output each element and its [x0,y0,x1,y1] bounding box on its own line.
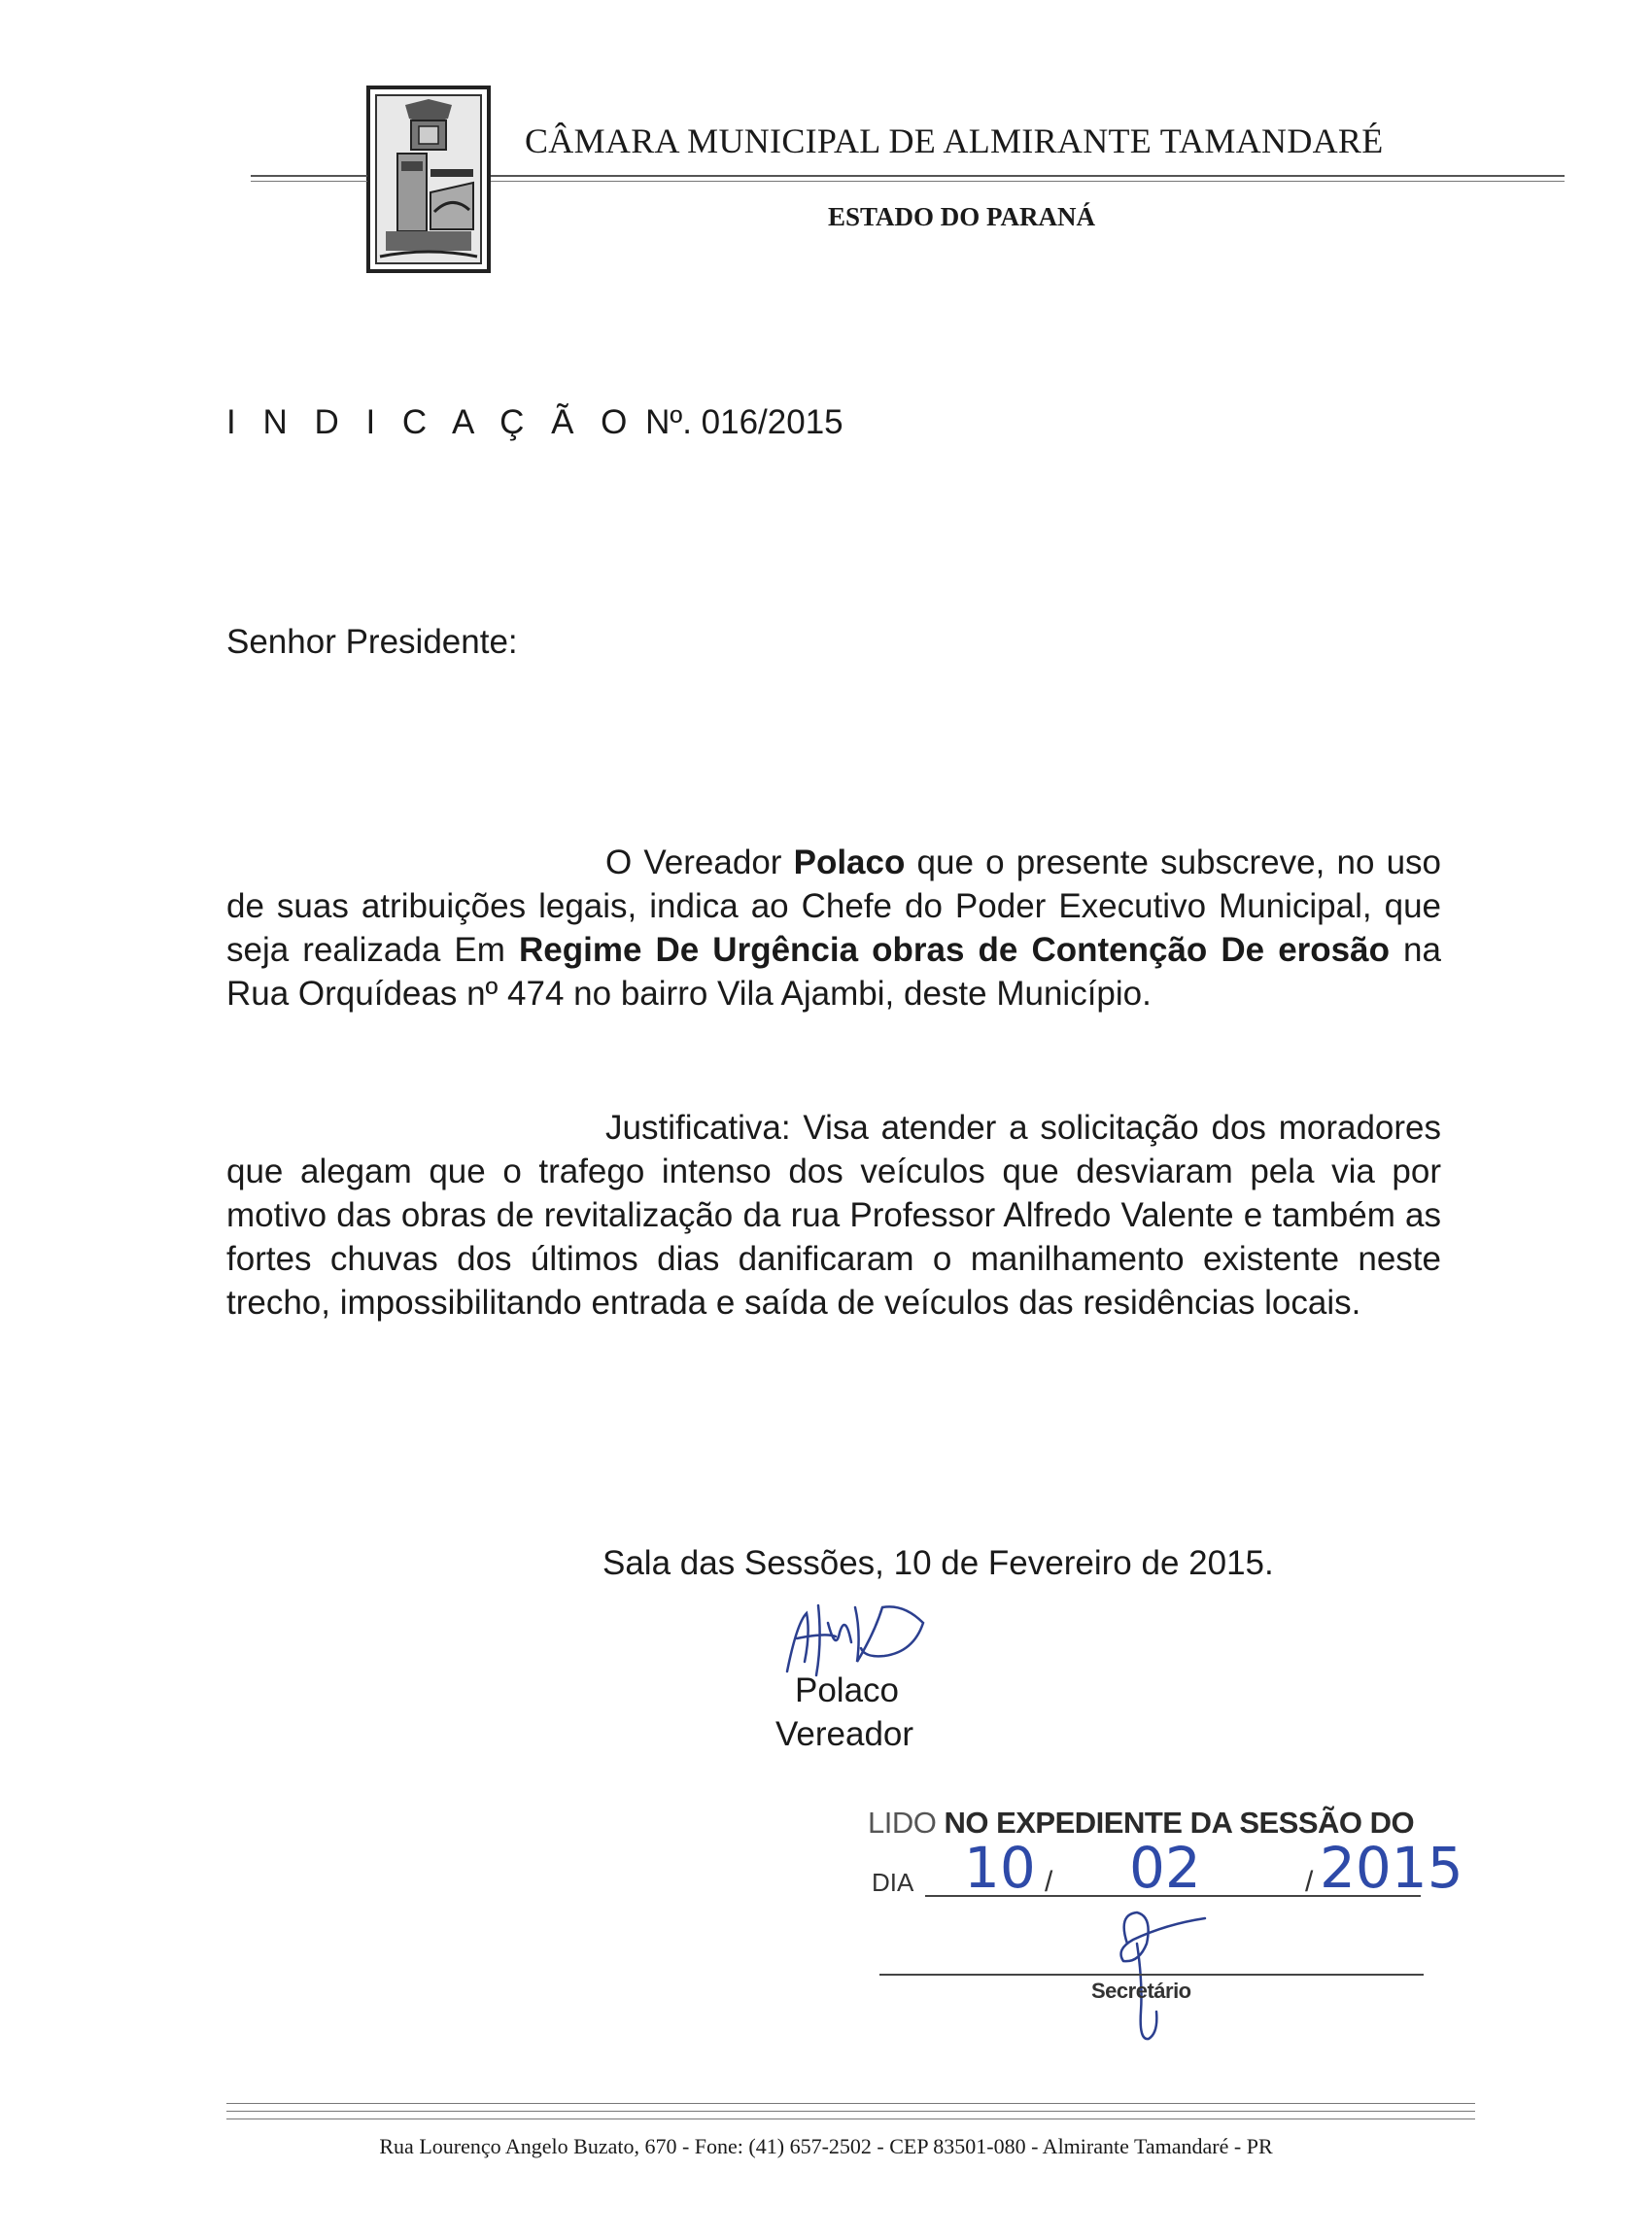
signer-name: Polaco [795,1671,900,1709]
stamp-slash-2: / [1305,1866,1314,1898]
indicacao-number: Nº. 016/2015 [645,403,843,441]
stamp-secretary-rule [879,1974,1424,1976]
footer-rule-1 [226,2103,1475,2104]
request-paragraph [226,841,1441,1016]
indicacao-heading [226,403,843,442]
para1-text-b: que o presente subscreve, no uso de suas atribuições legais, indica ao Chefe do Poder Executivo Municipal, que seja realizada Em [226,844,1442,969]
secretary-signature [1088,1905,1224,2050]
header-rule-right-thin [491,181,1565,182]
justification-paragraph: Justificativa: Visa atender a solicitação dos moradores que alegam que o trafego intenso dos veículos que desviaram pela via por motivo das obras de revitalização da rua Professor Alfredo Valente e também as fortes chuvas dos últimos dias danificaram o manilhamento existente neste trecho, impossibilitando entrada e saída de veículos das residências locais. [226,1109,1441,1322]
stamp-slash-1: / [1045,1866,1053,1898]
councilor-name: Polaco [793,844,906,881]
para1-text-a: O Vereador [605,844,794,881]
footer-address: Rua Lourenço Angelo Buzato, 670 - Fone: (41) 657-2502 - CEP 83501-080 - Almirante Tamandaré - PR [379,2134,1273,2158]
institution-title: CÂMARA MUNICIPAL DE ALMIRANTE TAMANDARÉ [525,121,1384,160]
salutation: Senhor Presidente: [226,623,518,661]
handwritten-day: 10 [964,1835,1036,1901]
state-subtitle: ESTADO DO PARANÁ [828,202,1096,231]
stamp-lido: LIDO [868,1806,945,1840]
session-date-line: Sala das Sessões, 10 de Fevereiro de 2015. [602,1544,1274,1582]
councilor-signature [768,1594,938,1683]
signer-role: Vereador [775,1715,914,1753]
handwritten-year: 2015 [1320,1835,1463,1901]
stamp-secretary-label: Secretário [1091,1979,1191,2003]
para1-text-c: na Rua Orquídeas nº 474 no bairro Vila Ajambi, deste Município. [226,931,1441,1013]
header-rule-left-thin [251,181,367,182]
footer-rule-3 [226,2118,1475,2119]
footer-rule-2 [226,2111,1475,2112]
stamp-dia-label: DIA [872,1868,914,1897]
municipal-coat-of-arms [366,86,491,273]
header-rule-left [251,175,367,177]
handwritten-month: 02 [1129,1835,1201,1901]
urgent-request: Regime De Urgência obras de Contenção De erosão [518,931,1390,969]
header-rule-right [491,175,1565,177]
stamp-expediente: NO EXPEDIENTE DA SESSÃO DO [944,1806,1415,1840]
indicacao-label: I N D I C A Ç Ã O [226,403,637,441]
